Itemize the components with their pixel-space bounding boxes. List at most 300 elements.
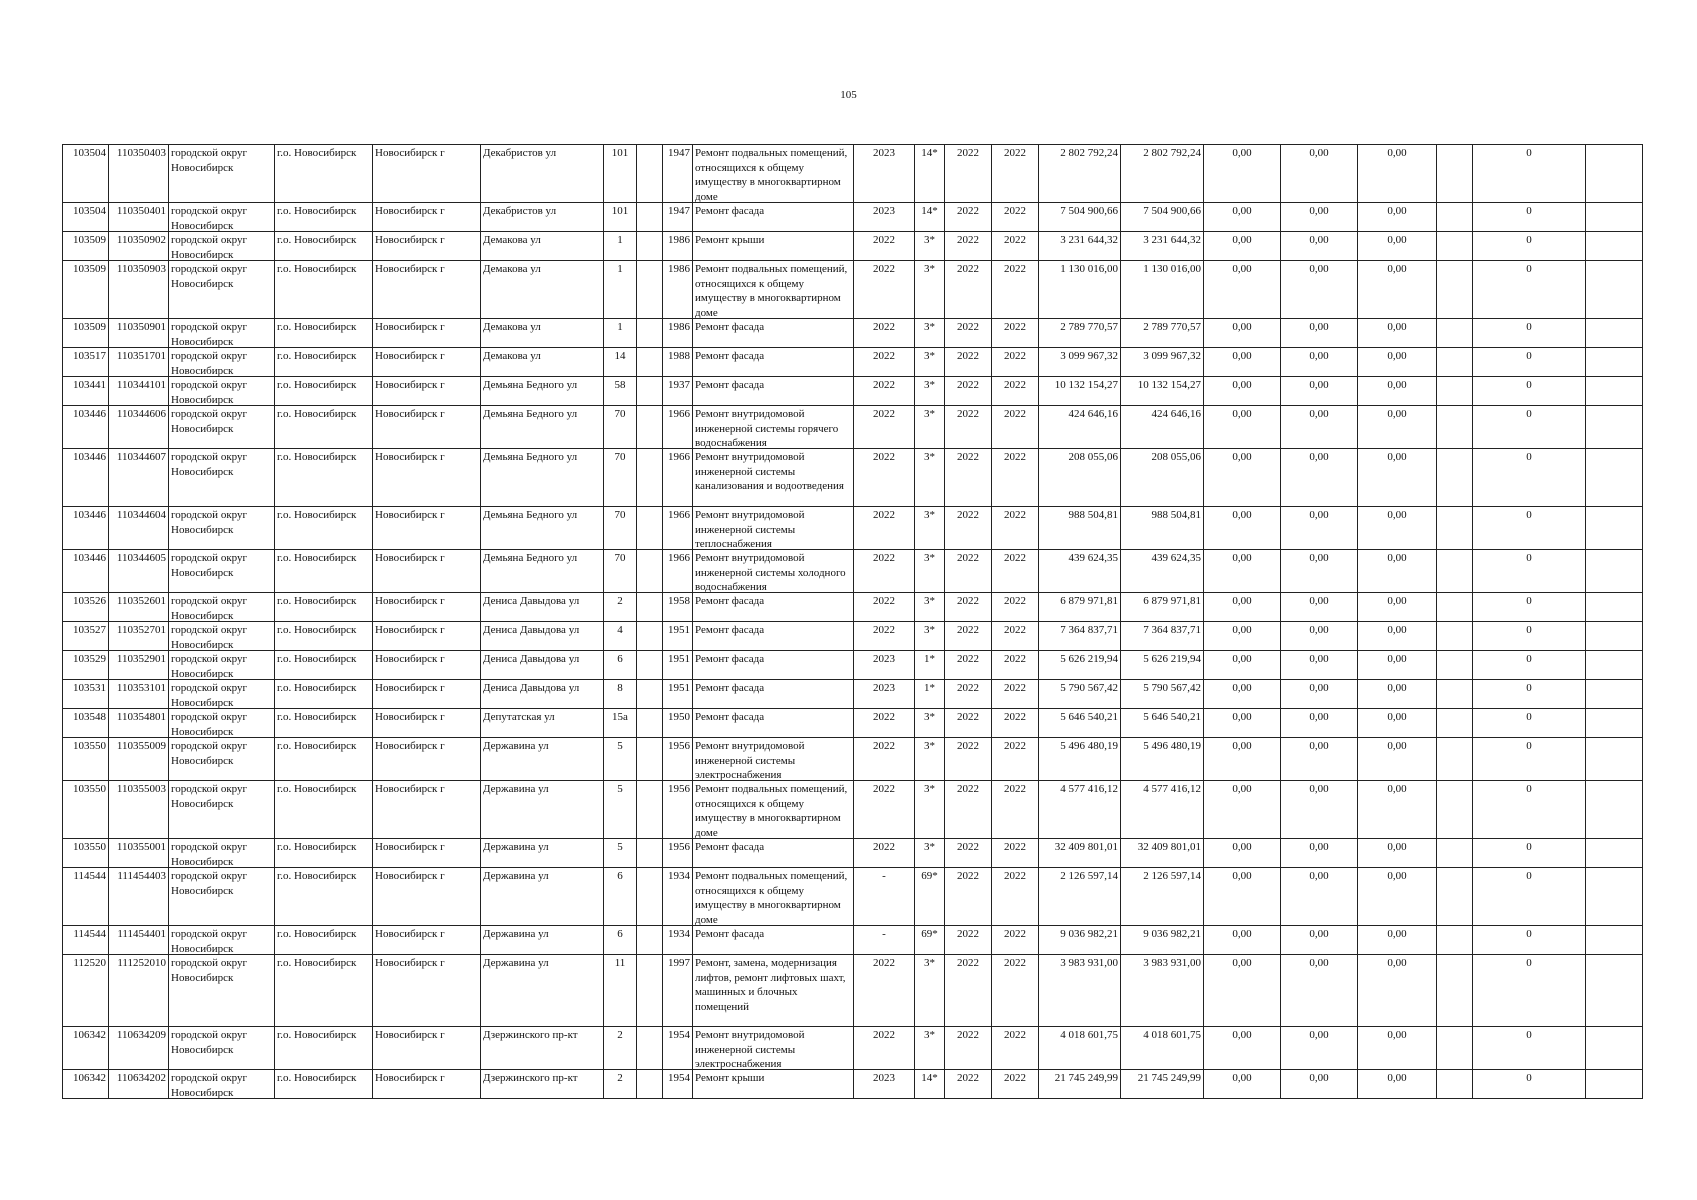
regional-funds-text: 0,00 [1309, 321, 1329, 333]
work-type-text: Ремонт фасада [695, 595, 765, 607]
end-year-text: 2022 [1004, 1029, 1026, 1041]
cell-notes [1586, 839, 1643, 868]
cell-build-year [663, 781, 693, 839]
cell-start-year [945, 1027, 992, 1070]
cell-local-funds [1358, 651, 1437, 680]
local-funds-text: 0,00 [1387, 509, 1407, 521]
cell-city [373, 507, 481, 550]
cell-municipal-district [169, 1070, 275, 1099]
cell-row-id [63, 449, 109, 507]
cell-local-funds [1358, 593, 1437, 622]
cell-street [481, 1027, 604, 1070]
street-text: Демакова ул [483, 263, 541, 275]
cell-row-id [63, 738, 109, 781]
street-text: Депутатская ул [483, 711, 555, 723]
cell-street [481, 550, 604, 593]
work-code-text: 110351701 [116, 350, 166, 362]
end-year-text: 2022 [1004, 841, 1026, 853]
street-text: Дениса Давыдова ул [483, 653, 580, 665]
cell-notes [1586, 449, 1643, 507]
cell-notes [1586, 781, 1643, 839]
work-code-text: 110350902 [116, 234, 166, 246]
cell-city [373, 781, 481, 839]
cell-city [373, 232, 481, 261]
cell-regional-funds [1281, 507, 1358, 550]
build-year-text: 1954 [668, 1072, 690, 1084]
cell-federal-funds [1204, 377, 1281, 406]
reason-code-text: 3* [924, 1029, 935, 1041]
cell-start-year [945, 839, 992, 868]
building-letter-text [639, 320, 660, 347]
row-id-text: 114544 [73, 928, 106, 940]
cell-start-year [945, 145, 992, 203]
table-row [63, 1027, 1643, 1070]
end-year-text: 2022 [1004, 147, 1026, 159]
fund-cost-text: 7 364 837,71 [1143, 624, 1201, 636]
cell-federal-funds [1204, 550, 1281, 593]
cell-work-type [693, 622, 854, 651]
cell-street [481, 680, 604, 709]
total-cost-text: 2 126 597,14 [1060, 870, 1118, 882]
cell-house-number [604, 203, 637, 232]
cell-owner-funds [1473, 738, 1586, 781]
blank-column-text [1439, 508, 1470, 549]
building-letter-text [639, 623, 660, 650]
municipal-district-text: городской округ Новосибирск [171, 552, 248, 579]
cell-street [481, 449, 604, 507]
cell-total-cost [1039, 1070, 1121, 1099]
row-id-text: 114544 [73, 870, 106, 882]
cell-blank-column [1437, 709, 1473, 738]
build-year-text: 1986 [668, 263, 690, 275]
cell-fund-cost [1121, 868, 1204, 926]
local-funds-text: 0,00 [1387, 711, 1407, 723]
table-row [63, 203, 1643, 232]
reason-code-text: 3* [924, 740, 935, 752]
city-text: Новосибирск г [375, 1072, 445, 1084]
building-letter-text [639, 1071, 660, 1098]
build-year-text: 1951 [668, 624, 690, 636]
cell-notes [1586, 926, 1643, 955]
cell-local-funds [1358, 507, 1437, 550]
cell-notes [1586, 348, 1643, 377]
cell-build-year [663, 449, 693, 507]
cell-municipal-district [169, 550, 275, 593]
cell-notes [1586, 377, 1643, 406]
cell-planned-year [854, 550, 915, 593]
owner-funds-text: 0 [1526, 263, 1532, 275]
work-type-text: Ремонт внутридомовой инженерной системы канализования и водоотведения [695, 451, 844, 492]
street-text: Демьяна Бедного ул [483, 379, 578, 391]
cell-federal-funds [1204, 868, 1281, 926]
end-year-text: 2022 [1004, 595, 1026, 607]
cell-municipal-district [169, 680, 275, 709]
federal-funds-text: 0,00 [1232, 509, 1252, 521]
cell-blank-column [1437, 680, 1473, 709]
planned-year-text: 2023 [873, 205, 895, 217]
municipality-text: г.о. Новосибирск [277, 928, 357, 940]
cell-fund-cost [1121, 738, 1204, 781]
cell-work-type [693, 651, 854, 680]
cell-building-letter [637, 261, 663, 319]
municipal-district-text: городской округ Новосибирск [171, 711, 248, 737]
building-letter-text [639, 508, 660, 549]
cell-start-year [945, 709, 992, 738]
start-year-text: 2022 [957, 624, 979, 636]
cell-build-year [663, 709, 693, 738]
cell-municipal-district [169, 593, 275, 622]
work-code-text: 110344606 [116, 408, 166, 420]
cell-street [481, 348, 604, 377]
local-funds-text: 0,00 [1387, 783, 1407, 795]
row-id-text: 103446 [73, 451, 106, 463]
municipality-text: г.о. Новосибирск [277, 653, 357, 665]
start-year-text: 2022 [957, 408, 979, 420]
cell-municipality [275, 926, 373, 955]
cell-work-code [109, 868, 169, 926]
cell-street [481, 926, 604, 955]
reason-code-text: 3* [924, 451, 935, 463]
building-letter-text [639, 869, 660, 925]
blank-column-text [1439, 378, 1470, 405]
build-year-text: 1958 [668, 595, 690, 607]
cell-reason-code [915, 868, 945, 926]
notes-text [1588, 869, 1640, 925]
cell-building-letter [637, 319, 663, 348]
total-cost-text: 2 802 792,24 [1060, 147, 1118, 159]
reason-code-text: 14* [921, 1072, 938, 1084]
cell-fund-cost [1121, 261, 1204, 319]
regional-funds-text: 0,00 [1309, 711, 1329, 723]
cell-building-letter [637, 232, 663, 261]
cell-building-letter [637, 449, 663, 507]
cell-owner-funds [1473, 651, 1586, 680]
work-type-text: Ремонт, замена, модернизация лифтов, ремонт лифтовых шахт, машинных и блочных помещений [695, 957, 846, 1013]
cell-street [481, 738, 604, 781]
planned-year-text: 2022 [873, 408, 895, 420]
cell-street [481, 709, 604, 738]
total-cost-text: 7 364 837,71 [1060, 624, 1118, 636]
blank-column-text [1439, 551, 1470, 592]
fund-cost-text: 5 646 540,21 [1143, 711, 1201, 723]
cell-owner-funds [1473, 955, 1586, 1027]
row-id-text: 103441 [73, 379, 106, 391]
street-text: Дзержинского пр-кт [483, 1072, 578, 1084]
cell-municipal-district [169, 868, 275, 926]
cell-reason-code [915, 406, 945, 449]
cell-fund-cost [1121, 507, 1204, 550]
cell-regional-funds [1281, 348, 1358, 377]
cell-work-code [109, 955, 169, 1027]
cell-reason-code [915, 781, 945, 839]
federal-funds-text: 0,00 [1232, 451, 1252, 463]
city-text: Новосибирск г [375, 552, 445, 564]
cell-end-year [992, 1027, 1039, 1070]
cell-reason-code [915, 348, 945, 377]
start-year-text: 2022 [957, 552, 979, 564]
house-number-text: 6 [617, 653, 623, 665]
total-cost-text: 3 099 967,32 [1060, 350, 1118, 362]
cell-build-year [663, 507, 693, 550]
cell-row-id [63, 651, 109, 680]
cell-federal-funds [1204, 507, 1281, 550]
owner-funds-text: 0 [1526, 552, 1532, 564]
cell-end-year [992, 680, 1039, 709]
cell-total-cost [1039, 680, 1121, 709]
cell-blank-column [1437, 377, 1473, 406]
municipal-district-text: городской округ Новосибирск [171, 1029, 248, 1056]
build-year-text: 1934 [668, 870, 690, 882]
cell-work-code [109, 507, 169, 550]
cell-street [481, 593, 604, 622]
end-year-text: 2022 [1004, 379, 1026, 391]
cell-planned-year [854, 319, 915, 348]
row-id-text: 103446 [73, 552, 106, 564]
cell-municipal-district [169, 319, 275, 348]
house-number-text: 6 [617, 870, 623, 882]
cell-build-year [663, 203, 693, 232]
building-letter-text [639, 1028, 660, 1069]
cell-federal-funds [1204, 781, 1281, 839]
cell-blank-column [1437, 781, 1473, 839]
cell-federal-funds [1204, 203, 1281, 232]
fund-cost-text: 988 504,81 [1151, 509, 1201, 521]
federal-funds-text: 0,00 [1232, 595, 1252, 607]
owner-funds-text: 0 [1526, 653, 1532, 665]
cell-start-year [945, 319, 992, 348]
work-code-text: 110350403 [116, 147, 166, 159]
cell-fund-cost [1121, 550, 1204, 593]
cell-fund-cost [1121, 839, 1204, 868]
street-text: Демьяна Бедного ул [483, 408, 578, 420]
building-letter-text [639, 782, 660, 838]
work-code-text: 110350401 [116, 205, 166, 217]
cell-building-letter [637, 1070, 663, 1099]
cell-notes [1586, 593, 1643, 622]
house-number-text: 70 [614, 451, 626, 463]
cell-federal-funds [1204, 449, 1281, 507]
cell-planned-year [854, 955, 915, 1027]
cell-notes [1586, 1027, 1643, 1070]
municipality-text: г.о. Новосибирск [277, 1072, 357, 1084]
work-code-text: 110344605 [116, 552, 166, 564]
cell-municipal-district [169, 203, 275, 232]
municipal-district-text: городской округ Новосибирск [171, 1072, 248, 1098]
table-row [63, 507, 1643, 550]
row-id-text: 103550 [73, 841, 106, 853]
city-text: Новосибирск г [375, 841, 445, 853]
municipal-district-text: городской округ Новосибирск [171, 957, 248, 984]
cell-building-letter [637, 550, 663, 593]
cell-fund-cost [1121, 709, 1204, 738]
owner-funds-text: 0 [1526, 740, 1532, 752]
end-year-text: 2022 [1004, 509, 1026, 521]
cell-end-year [992, 232, 1039, 261]
cell-end-year [992, 738, 1039, 781]
regional-funds-text: 0,00 [1309, 509, 1329, 521]
city-text: Новосибирск г [375, 682, 445, 694]
cell-fund-cost [1121, 377, 1204, 406]
table-row [63, 145, 1643, 203]
cell-owner-funds [1473, 348, 1586, 377]
building-letter-text [639, 407, 660, 448]
local-funds-text: 0,00 [1387, 682, 1407, 694]
cell-street [481, 955, 604, 1027]
planned-year-text: 2022 [873, 552, 895, 564]
cell-reason-code [915, 377, 945, 406]
cell-local-funds [1358, 955, 1437, 1027]
cell-work-type [693, 377, 854, 406]
planned-year-text: 2023 [873, 653, 895, 665]
cell-planned-year [854, 232, 915, 261]
building-letter-text [639, 378, 660, 405]
building-letter-text [639, 681, 660, 708]
table-row [63, 622, 1643, 651]
cell-planned-year [854, 593, 915, 622]
total-cost-text: 5 626 219,94 [1060, 653, 1118, 665]
cell-city [373, 261, 481, 319]
cell-start-year [945, 955, 992, 1027]
municipality-text: г.о. Новосибирск [277, 350, 357, 362]
table-row [63, 839, 1643, 868]
cell-total-cost [1039, 839, 1121, 868]
street-text: Демакова ул [483, 350, 541, 362]
notes-text [1588, 146, 1640, 202]
cell-city [373, 1027, 481, 1070]
table-row [63, 955, 1643, 1027]
cell-work-type [693, 203, 854, 232]
work-type-text: Ремонт внутридомовой инженерной системы теплоснабжения [695, 509, 805, 549]
cell-start-year [945, 738, 992, 781]
start-year-text: 2022 [957, 350, 979, 362]
municipal-district-text: городской округ Новосибирск [171, 451, 248, 478]
cell-municipal-district [169, 839, 275, 868]
cell-house-number [604, 839, 637, 868]
cell-work-type [693, 406, 854, 449]
cell-work-type [693, 738, 854, 781]
total-cost-text: 21 745 249,99 [1054, 1072, 1118, 1084]
reason-code-text: 14* [921, 205, 938, 217]
municipality-text: г.о. Новосибирск [277, 957, 357, 969]
local-funds-text: 0,00 [1387, 595, 1407, 607]
fund-cost-text: 7 504 900,66 [1143, 205, 1201, 217]
city-text: Новосибирск г [375, 653, 445, 665]
regional-funds-text: 0,00 [1309, 624, 1329, 636]
cell-federal-funds [1204, 839, 1281, 868]
owner-funds-text: 0 [1526, 783, 1532, 795]
street-text: Демакова ул [483, 234, 541, 246]
cell-municipal-district [169, 449, 275, 507]
cell-work-type [693, 348, 854, 377]
cell-end-year [992, 781, 1039, 839]
cell-municipality [275, 377, 373, 406]
regional-funds-text: 0,00 [1309, 263, 1329, 275]
end-year-text: 2022 [1004, 321, 1026, 333]
cell-building-letter [637, 145, 663, 203]
work-type-text: Ремонт подвальных помещений, относящихся к общему имуществу в многоквартирном доме [695, 263, 848, 318]
cell-end-year [992, 203, 1039, 232]
cell-row-id [63, 839, 109, 868]
notes-text [1588, 681, 1640, 708]
cell-municipality [275, 550, 373, 593]
city-text: Новосибирск г [375, 147, 445, 159]
street-text: Державина ул [483, 870, 549, 882]
building-letter-text [639, 927, 660, 954]
owner-funds-text: 0 [1526, 234, 1532, 246]
house-number-text: 101 [611, 205, 629, 217]
total-cost-text: 3 983 931,00 [1060, 957, 1118, 969]
end-year-text: 2022 [1004, 870, 1026, 882]
row-id-text: 103446 [73, 509, 106, 521]
cell-house-number [604, 680, 637, 709]
municipal-district-text: городской округ Новосибирск [171, 870, 248, 897]
blank-column-text [1439, 1028, 1470, 1069]
blank-column-text [1439, 840, 1470, 867]
build-year-text: 1956 [668, 783, 690, 795]
planned-year-text: 2022 [873, 1029, 895, 1041]
federal-funds-text: 0,00 [1232, 408, 1252, 420]
local-funds-text: 0,00 [1387, 147, 1407, 159]
cell-fund-cost [1121, 651, 1204, 680]
cell-work-code [109, 550, 169, 593]
cell-local-funds [1358, 406, 1437, 449]
building-letter-text [639, 652, 660, 679]
cell-work-type [693, 593, 854, 622]
reason-code-text: 1* [924, 653, 935, 665]
cell-municipal-district [169, 145, 275, 203]
table-row [63, 709, 1643, 738]
cell-regional-funds [1281, 738, 1358, 781]
cell-end-year [992, 406, 1039, 449]
cell-regional-funds [1281, 926, 1358, 955]
cell-total-cost [1039, 406, 1121, 449]
cell-owner-funds [1473, 261, 1586, 319]
work-code-text: 110352901 [116, 653, 166, 665]
total-cost-text: 4 577 416,12 [1060, 783, 1118, 795]
cell-work-code [109, 622, 169, 651]
cell-row-id [63, 955, 109, 1027]
cell-federal-funds [1204, 955, 1281, 1027]
cell-blank-column [1437, 550, 1473, 593]
table-row [63, 449, 1643, 507]
cell-municipal-district [169, 709, 275, 738]
blank-column-text [1439, 652, 1470, 679]
local-funds-text: 0,00 [1387, 205, 1407, 217]
cell-start-year [945, 680, 992, 709]
build-year-text: 1986 [668, 321, 690, 333]
cell-planned-year [854, 449, 915, 507]
cell-build-year [663, 1027, 693, 1070]
owner-funds-text: 0 [1526, 321, 1532, 333]
cell-planned-year [854, 868, 915, 926]
cell-blank-column [1437, 593, 1473, 622]
cell-house-number [604, 1027, 637, 1070]
work-type-text: Ремонт крыши [695, 1072, 765, 1084]
cell-total-cost [1039, 622, 1121, 651]
blank-column-text [1439, 450, 1470, 506]
notes-text [1588, 956, 1640, 1026]
notes-text [1588, 710, 1640, 737]
cell-house-number [604, 348, 637, 377]
municipality-text: г.о. Новосибирск [277, 451, 357, 463]
cell-municipality [275, 1027, 373, 1070]
cell-municipality [275, 203, 373, 232]
owner-funds-text: 0 [1526, 205, 1532, 217]
cell-regional-funds [1281, 1070, 1358, 1099]
start-year-text: 2022 [957, 1029, 979, 1041]
municipal-district-text: городской округ Новосибирск [171, 350, 248, 376]
cell-city [373, 377, 481, 406]
